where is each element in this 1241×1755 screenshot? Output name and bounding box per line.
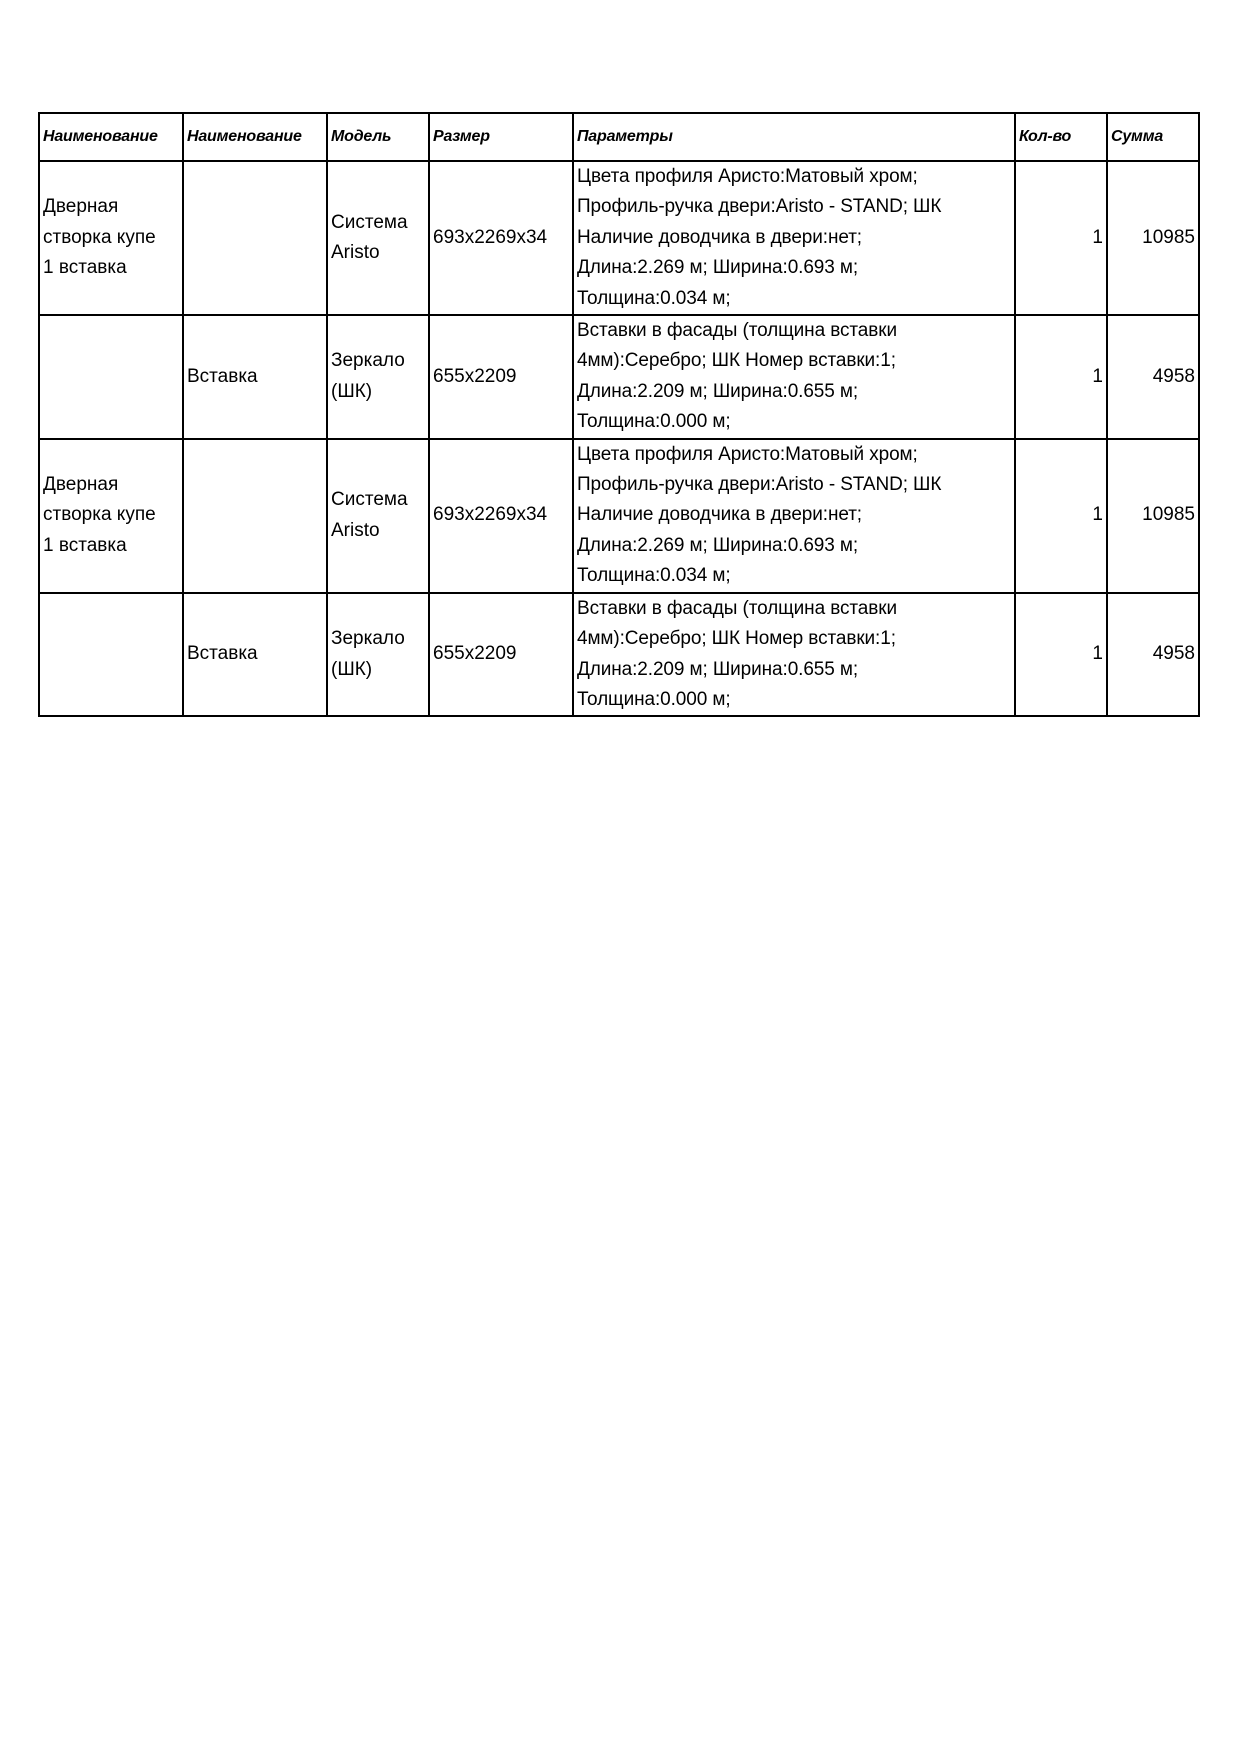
- cell-name-2: [183, 593, 327, 717]
- cell-name-2: [183, 439, 327, 593]
- cell-params-line: Цвета профиля Аристо:Матовый хром;: [577, 166, 918, 187]
- cell-qty: 1: [1015, 439, 1107, 593]
- cell-sum: 10985: [1107, 161, 1199, 315]
- cell-name-1-line: 1 вставка: [43, 534, 127, 556]
- cell-params-line: Вставки в фасады (толщина вставки: [577, 320, 897, 342]
- header-size: Размер: [429, 113, 573, 161]
- cell-name-1-line: створка купе: [43, 504, 156, 526]
- cell-params: [573, 161, 1015, 315]
- cell-model: [327, 315, 429, 439]
- cell-params-line: Вставки в фасады (толщина вставки: [577, 597, 897, 619]
- header-name-2: Наименование: [183, 113, 327, 161]
- cell-size: 655x2209: [429, 315, 573, 439]
- cell-sum: 10985: [1107, 439, 1199, 593]
- cell-params-line: Длина:2.209 м; Ширина:0.655 м;: [577, 658, 859, 680]
- table-header: [39, 113, 1199, 161]
- cell-name-1-line: 1 вставка: [43, 257, 127, 279]
- header-params: Параметры: [573, 113, 1015, 161]
- cell-sum: 4958: [1107, 593, 1199, 717]
- cell-model-line: Aristo: [331, 519, 380, 541]
- table-row: [39, 315, 1199, 439]
- cell-name-1-line: Дверная: [43, 474, 119, 496]
- cell-sum: 4958: [1107, 315, 1199, 439]
- cell-params-line: Профиль-ручка двери:Aristo - STAND; ШК: [577, 474, 942, 496]
- table-row: [39, 161, 1199, 315]
- order-table: [38, 112, 1200, 717]
- cell-params: [573, 315, 1015, 439]
- cell-model-line: Зеркало: [331, 350, 405, 372]
- cell-params-line: Цвета профиля Аристо:Матовый хром;: [577, 443, 918, 465]
- cell-params-line: Длина:2.209 м; Ширина:0.655 м;: [577, 380, 859, 402]
- cell-name-1: [39, 593, 183, 717]
- cell-params: [573, 593, 1015, 717]
- cell-name-1: [39, 161, 183, 315]
- cell-name-1: [39, 439, 183, 593]
- cell-size: 693x2269x34: [429, 161, 573, 315]
- cell-name-2-line: Вставка: [187, 643, 258, 665]
- cell-size: 655x2209: [429, 593, 573, 717]
- cell-params-line: Длина:2.269 м; Ширина:0.693 м;: [577, 534, 859, 556]
- cell-model: [327, 161, 429, 315]
- cell-qty: 1: [1015, 315, 1107, 439]
- cell-model-line: Зеркало: [331, 628, 405, 650]
- cell-name-1: [39, 315, 183, 439]
- header-name-1: Наименование: [39, 113, 183, 161]
- cell-params-line: 4мм):Серебро; ШК Номер вставки:1;: [577, 628, 896, 650]
- cell-params-line: Толщина:0.034 м;: [577, 287, 731, 309]
- cell-params-line: Толщина:0.000 м;: [577, 688, 731, 710]
- table-body: [39, 161, 1199, 716]
- cell-name-1-line: створка купе: [43, 226, 156, 248]
- cell-model-line: Система: [331, 211, 408, 233]
- header-qty: Кол-во: [1015, 113, 1107, 161]
- cell-model-line: (ШК): [331, 380, 373, 402]
- cell-params-line: Длина:2.269 м; Ширина:0.693 м;: [577, 257, 859, 279]
- cell-params: [573, 439, 1015, 593]
- cell-model: [327, 593, 429, 717]
- cell-params-line: Толщина:0.000 м;: [577, 411, 731, 433]
- cell-model-line: Aristo: [331, 242, 380, 264]
- cell-qty: 1: [1015, 161, 1107, 315]
- header-row: [39, 113, 1199, 161]
- cell-name-2: [183, 315, 327, 439]
- cell-params-line: Толщина:0.034 м;: [577, 565, 731, 587]
- cell-qty: 1: [1015, 593, 1107, 717]
- cell-params-line: Наличие доводчика в двери:нет;: [577, 504, 862, 526]
- cell-params-line: 4мм):Серебро; ШК Номер вставки:1;: [577, 350, 896, 372]
- cell-name-2: [183, 161, 327, 315]
- cell-params-line: Наличие доводчика в двери:нет;: [577, 226, 862, 248]
- table-row: [39, 439, 1199, 593]
- cell-size: 693x2269x34: [429, 439, 573, 593]
- cell-model-line: Система: [331, 489, 408, 511]
- cell-model: [327, 439, 429, 593]
- cell-name-1-line: Дверная: [43, 196, 119, 218]
- order-sheet: [38, 112, 1198, 717]
- cell-model-line: (ШК): [331, 658, 373, 680]
- header-model: Модель: [327, 113, 429, 161]
- table-row: [39, 593, 1199, 717]
- header-sum: Сумма: [1107, 113, 1199, 161]
- cell-params-line: Профиль-ручка двери:Aristo - STAND; ШК: [577, 196, 942, 218]
- cell-name-2-line: Вставка: [187, 365, 258, 387]
